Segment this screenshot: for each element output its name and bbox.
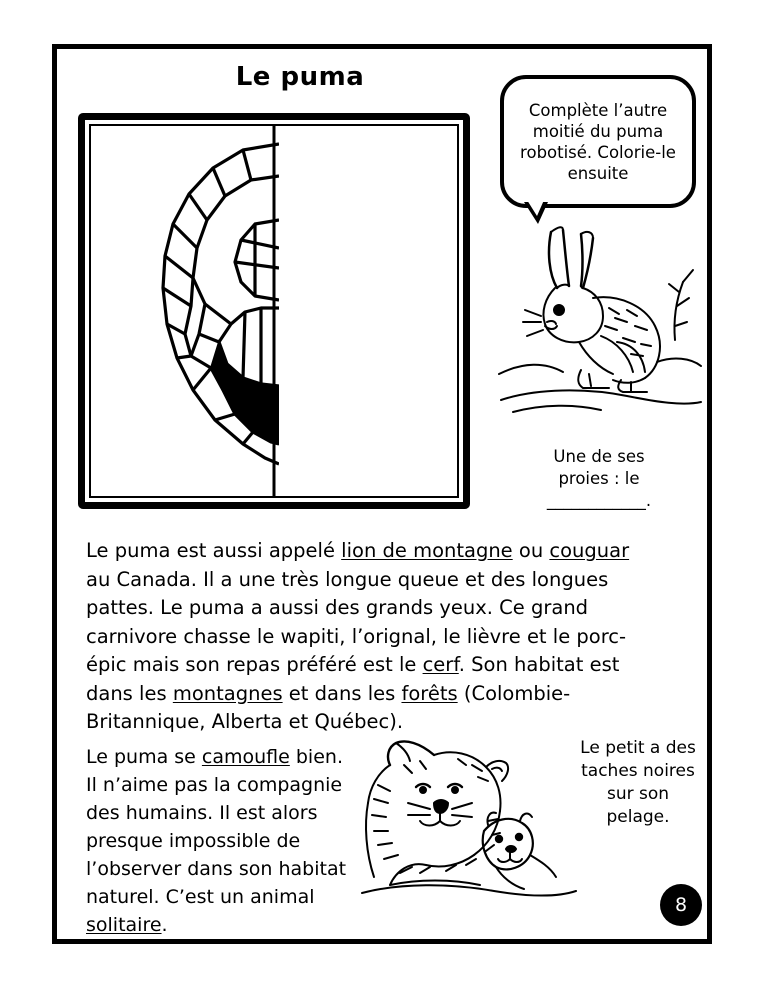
prey-caption: [496, 446, 702, 512]
instruction-text: Complète l’autre moitié du puma robotisé. Colorie-le ensuite: [520, 100, 676, 183]
main-paragraph-segment-6: . Son habitat est dans les: [86, 653, 620, 705]
main-paragraph-segment-3: couguar: [549, 539, 630, 562]
cougar-mother-and-cub-illustration: [360, 733, 578, 901]
snowshoe-hare-illustration: [497, 222, 703, 422]
second-paragraph-segment-2: bien. Il n’aime pas la compagnie des humains. Il est alors presque impossible de l’observer dans son habitat naturel. C’est un animal: [86, 746, 347, 908]
main-paragraph-segment-8: et dans les: [282, 681, 402, 705]
second-paragraph: [86, 743, 356, 939]
main-paragraph-segment-9: forêts: [401, 681, 458, 705]
coloring-activity-box: [78, 113, 470, 509]
page-number-badge: 8: [660, 884, 702, 926]
main-paragraph-segment-5: cerf: [422, 653, 459, 676]
puma-geometric-half-head-icon: [93, 128, 279, 500]
prey-caption-line1: Une de ses: [553, 447, 645, 466]
second-paragraph-segment-4: .: [161, 914, 168, 936]
main-paragraph: [86, 537, 658, 737]
main-paragraph-segment-4: au Canada. Il a une très longue queue et des longues pattes. Le puma a aussi des grands yeux. Ce grand carnivore chasse le wapiti, l’orignal, le lièvre et le porc-épic mais son repas préféré est le: [86, 567, 627, 676]
second-paragraph-segment-1: camoufle: [201, 746, 290, 768]
second-paragraph-segment-0: Le puma se: [86, 746, 202, 768]
main-paragraph-segment-10: (Colombie-Britannique, Alberta et Québec).: [86, 681, 571, 733]
instruction-bubble: [500, 75, 696, 208]
main-paragraph-segment-0: Le puma est aussi appelé: [86, 539, 342, 562]
cub-note-caption: Le petit a des taches noires sur son pelage.: [580, 738, 696, 827]
second-paragraph-segment-3: solitaire: [86, 914, 162, 936]
main-paragraph-segment-2: ou: [512, 539, 550, 562]
main-paragraph-segment-1: lion de montagne: [341, 539, 513, 562]
prey-caption-line2: proies : le: [558, 469, 640, 488]
page-title: Le puma: [235, 62, 365, 92]
prey-answer-blank[interactable]: ____________.: [546, 491, 652, 510]
main-paragraph-segment-7: montagnes: [172, 681, 283, 705]
bubble-tail-inner-icon: [527, 200, 544, 216]
